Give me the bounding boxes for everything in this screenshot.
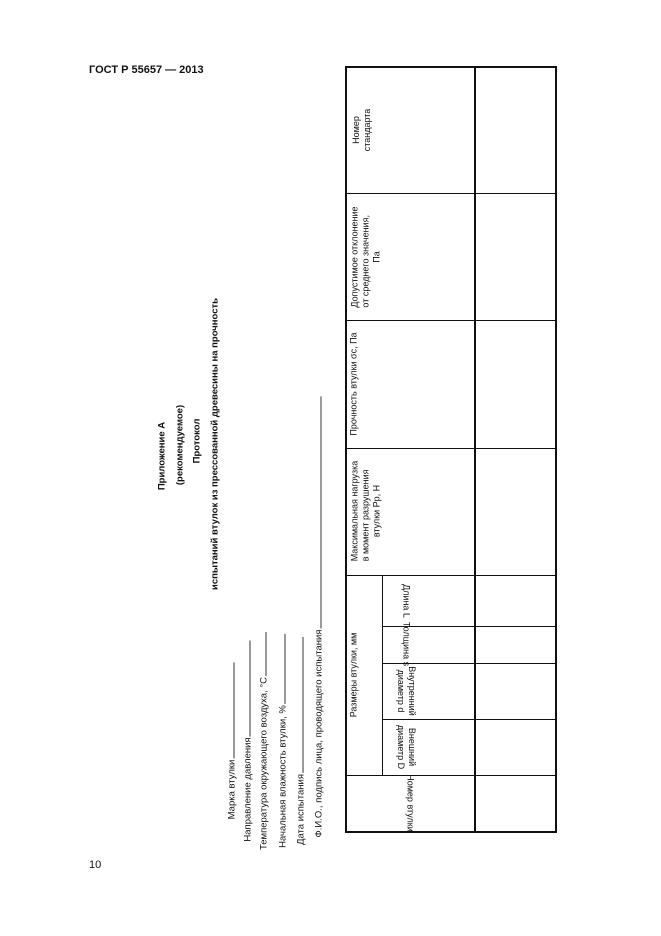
cell-allowed-deviation[interactable]	[477, 194, 555, 320]
table-dim-subheader-line	[382, 576, 383, 775]
header-max-load-line3: втулки Рр, Н	[371, 484, 382, 538]
appendix-title: Приложение А	[156, 421, 168, 491]
table-header-separator	[474, 66, 476, 833]
field-air-temperature-label: Температура окружающего воздуха, °С	[258, 676, 270, 851]
field-brand-label: Марка втулки	[226, 759, 238, 820]
header-max-load-line1: Максимальная нагрузка	[349, 460, 360, 562]
subheader-inner-diameter-line2: диаметр d	[396, 669, 406, 713]
cell-length[interactable]	[477, 576, 555, 626]
protocol-subject: испытаний втулок из прессованной древесины на прочность	[209, 298, 221, 590]
cell-max-load[interactable]	[477, 449, 555, 575]
subheader-inner-diameter	[395, 666, 417, 716]
field-brand	[225, 663, 238, 820]
header-allowed-deviation-line3: Па	[371, 251, 382, 263]
subheader-inner-diameter-line1: Внутренний	[407, 666, 417, 716]
protocol-title: Протокол	[191, 418, 203, 464]
header-allowed-deviation	[350, 206, 383, 307]
subheader-outer-diameter-line1: Внешний	[407, 727, 417, 767]
cell-outer-diameter[interactable]	[477, 720, 555, 775]
subheader-outer-diameter-line2: диаметр D	[396, 724, 406, 770]
subheader-thickness: Толщина s	[401, 621, 412, 667]
appendix-status: (рекомендуемое)	[174, 404, 186, 486]
field-pressure-direction-label: Направление давления	[242, 737, 254, 842]
field-tester-line[interactable]	[312, 397, 322, 629]
field-pressure-direction-line[interactable]	[241, 640, 251, 736]
document-header: ГОСТ Р 55657 — 2013	[89, 64, 204, 76]
field-initial-moisture-label: Начальная влажность втулки, %	[277, 705, 289, 848]
header-standard-number-line2: стандарта	[362, 108, 372, 152]
field-tester	[312, 397, 325, 838]
header-standard-number-line1: Номер	[351, 116, 361, 144]
header-max-load-line2: в момент разрушения	[360, 469, 371, 562]
cell-inner-diameter[interactable]	[477, 664, 555, 719]
header-bushing-number: Номер втулки	[405, 774, 416, 832]
field-air-temperature	[257, 632, 270, 850]
field-tester-label: Ф.И.О., подпись лица, проводящего испытания	[313, 629, 325, 838]
field-pressure-direction	[241, 640, 254, 841]
table-border-left	[345, 66, 347, 833]
cell-standard-number[interactable]	[477, 68, 555, 193]
page-number: 10	[89, 859, 102, 871]
cell-bushing-number[interactable]	[477, 776, 555, 831]
field-brand-line[interactable]	[225, 663, 235, 759]
header-dimensions: Размеры втулки, мм	[348, 632, 359, 718]
header-standard-number	[351, 109, 373, 152]
table-border-right	[555, 66, 557, 833]
field-initial-moisture-line[interactable]	[276, 634, 286, 704]
field-air-temperature-line[interactable]	[257, 632, 267, 676]
table-border-bottom	[345, 831, 557, 833]
header-allowed-deviation-line1: Допустимое отклонение	[349, 206, 360, 308]
field-initial-moisture	[276, 634, 289, 848]
header-strength: Прочность втулки σс, Па	[348, 332, 359, 436]
field-test-date	[294, 637, 307, 845]
cell-thickness[interactable]	[477, 627, 555, 663]
header-max-load	[350, 461, 383, 562]
subheader-length: Длина L	[401, 584, 412, 618]
subheader-outer-diameter	[395, 725, 417, 769]
header-allowed-deviation-line2: от среднего значения,	[360, 215, 371, 308]
field-test-date-line[interactable]	[294, 637, 304, 773]
cell-strength[interactable]	[477, 321, 555, 448]
field-test-date-label: Дата испытания	[295, 774, 307, 845]
